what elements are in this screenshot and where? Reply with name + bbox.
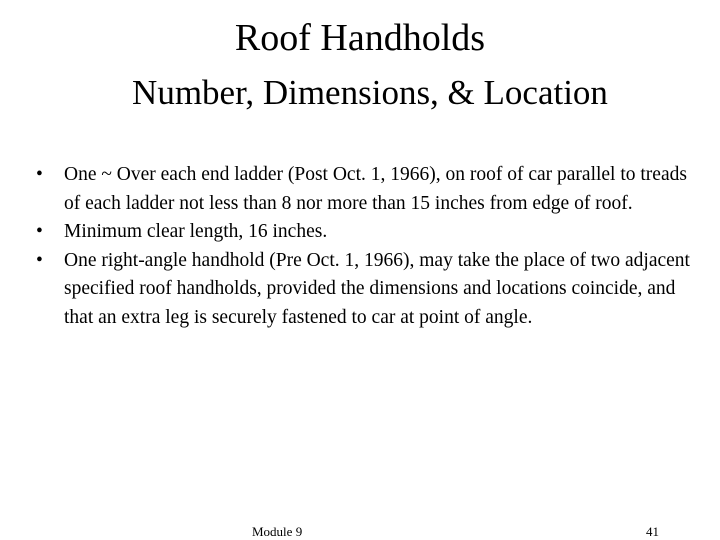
bullet-icon: • xyxy=(36,221,43,242)
bullet-list xyxy=(36,161,696,332)
bullet-text: Minimum clear length, 16 inches. xyxy=(64,221,328,242)
slide-subtitle: Number, Dimensions, & Location xyxy=(132,73,608,112)
bullet-icon: • xyxy=(36,164,43,185)
footer-module-label: Module 9 xyxy=(252,524,303,539)
bullet-item xyxy=(36,161,696,218)
slide-title: Roof Handholds xyxy=(234,17,486,59)
bullet-text: One right-angle handhold (Pre Oct. 1, 1966), may take the place of two adjacent specified roof handholds, provided the dimensions and locations coincide, and that an extra leg is securely fastened to car at point of angle. xyxy=(64,249,690,328)
bullet-item xyxy=(36,218,696,247)
bullet-text: One ~ Over each end ladder (Post Oct. 1, 1966), on roof of car parallel to treads of each ladder not less than 8 nor more than 15 inches from edge of roof. xyxy=(64,164,687,214)
footer-page-number: 41 xyxy=(646,524,659,539)
bullet-item xyxy=(36,247,696,333)
bullet-icon: • xyxy=(36,249,43,271)
